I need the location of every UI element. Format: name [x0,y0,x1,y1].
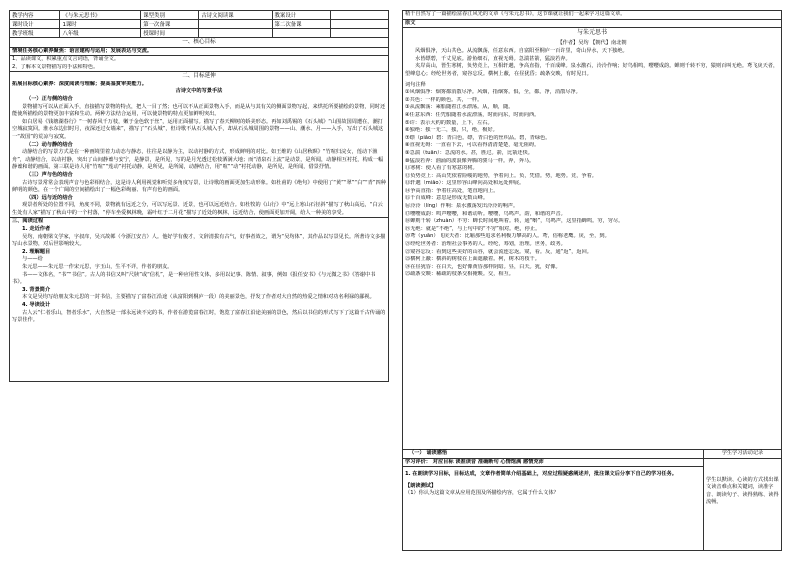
table-cell: 课时设计 [10,20,60,29]
subheading: （四）远与近的结合 [26,194,73,201]
side-text: 学生以默读、心读的方式找出课文读音难点和关键词，读准字音、朗读句子、读得熟练、读得流畅。 [706,476,779,506]
poem-title: 与朱元思书 [576,29,607,37]
note-item: ㉔在昼犹昏：在白天，也好像黄昏那样阴暗。昼，白天。犹，好像。 [405,263,561,270]
paragraph: 书——文体名，“书”“书信”。古人的书信又叫“尺牍”或“信札”，是一种应用性文体，多用以记事、陈情、叙事，例如《报任安书》《与元微之书》《答谢中书书》。 [12,271,376,286]
quiz-label: 【朗读测试】 [405,482,437,489]
table-cell [330,11,388,20]
table-cell: 1课时 [60,20,141,29]
table-cell [199,20,272,29]
core-goals-section [9,38,389,72]
left-page [9,10,389,551]
original-text-section [402,10,782,450]
goal-item: 2、了解本文景物描写的手法和特色。 [12,63,99,70]
note-item: ③从流飘荡：乘船随着江水漂荡。从，顺，随。 [405,104,514,111]
note-item: ④任意东西：任凭船随着水流漂荡，时而向东，时而向西。 [405,111,540,118]
table-cell: 古诗文阅读课 [199,11,272,20]
extension-focus-text: 深度阅读与理解；提高鉴赏审美能力。 [58,80,147,87]
note-item: ⑩猛浪若奔：汹涌的波浪像奔腾的骏马一样。奔，奔马。 [405,157,535,164]
note-item: ⑱蝉则千转（zhuàn）不穷：蝉长时间地叫着。转，通“啭”，鸟鸣声，这里指蝉鸣。穷，穷尽。 [405,218,624,225]
table-cell [330,29,388,38]
original-paragraph: 夹岸高山，皆生寒树，负势竞上，互相轩邈，争高直指，千百成峰。泉水激石，泠泠作响；好鸟相鸣，嘤嘤成韵。蝉则千转不穷，猿则百叫无绝。鸢飞戾天者，望峰息心；经纶世务者，窥谷忘反。横柯上蔽，在昼犹昏；疏条交映，有时见日。 [405,63,779,77]
subheading: 1. 走近作者 [22,226,51,233]
task-criteria-label: 学习评价 [405,458,426,465]
notes-label: 词句注释 [405,81,426,88]
note-item: ㉕疏条交映：稀疏的枝条交相掩映。交，相互。 [405,271,514,278]
task-section [402,450,782,551]
note-item: ⑮千百成峰：意思是形成无数山峰。 [405,195,489,202]
subheading: 4. 导读设计 [22,302,51,308]
task-criteria-row: 学习评价： 对应目标 读准读音 准确断句 心情饱满 感情充沛 [405,458,544,465]
table-cell: 第一次备课 [141,20,199,29]
goal-item: 1、品读课文，积累重点文言词语，背诵全文。 [12,56,120,63]
task-heading: （一） 诵读感悟 [409,450,448,456]
table-row [10,20,389,29]
paragraph: 观景者所处的位置不同，角度不同，景物就有远近之分，可以写远景、近景，也可以远近结合。如杜牧的《山行》中“远上寒山石径斜”描写了秋山高远，“白云生处有人家”描写了秋山中的一个村落，“停车坐爱枫林晚，霜叶红于二月花”描写了近处的枫林，远近结合，使画面更加开阔，给人一种美的享受。 [12,202,383,216]
note-item: ⑯泠泠（líng）作响：泉水激荡发出泠泠的响声。 [405,203,519,210]
note-item: ㉓横柯上蔽：横斜的树枝在上面遮蔽着。柯，树木的枝干。 [405,256,540,263]
intro-text: 精干自然写了一篇描绘富春江风光的文章《与朱元思书》，这节课就让我们一起来学习这篇文章。 [405,11,626,17]
original-label: 原文 [405,19,416,26]
paragraph: 朱元思——朱元思一作宋元思，字玉山，生平不详，作者的朋友。 [22,264,173,271]
note-item: ①风烟俱净：烟雾都消散尽净。风烟，指烟雾。俱，全，都。净，消散尽净。 [405,89,581,96]
paragraph: 吴均，南朝梁文学家，字叔庠，吴兴故鄣（今浙江安吉）人。他好学有俊才，文辞清拔有古气，好事者效之，谓为“吴均体”，其作品以写景见长。所著诗文多描写山水景物，对后世影响较大。 [12,233,386,248]
paragraph: 古人云“仁者乐山，智者乐水”，大自然是一部永远读不完的书，作者在游览富春江时，饱览了富春江沿途美丽的景色，然后以书信的形式写下了这篇千古传诵的写景佳作。 [12,309,386,324]
note-item: ⑦缥（piǎo）碧：青白色。缥，青白色的丝织品。碧，青绿色。 [405,134,551,141]
subheading: 2. 理解题目 [22,248,51,255]
original-paragraph: 水皆缥碧，千丈见底。游鱼细石，直视无碍。急湍甚箭，猛浪若奔。 [415,55,571,62]
lesson-info-table [9,10,389,38]
paragraph: 与——给 [22,256,43,263]
table-cell: 教学班级 [10,29,60,38]
table-cell [199,29,272,38]
note-item: ⑫负势竞上：高山凭依着险峻的地势，争着向上。负，凭借。势，地势。竞，争着。 [405,172,597,179]
table-cell: 第二次备课 [272,20,330,29]
reading-process-section [9,218,389,382]
subheading: （一）正与侧的结合 [26,95,73,102]
quiz-question: （1）你认为这篇文章从应用范围及所描绘内容，它属于什么文体？ [405,490,559,497]
note-item: ⑪寒树：使人看了有寒意的树。 [405,165,478,172]
extension-section [9,72,389,218]
note-item: ⑲无绝：就是“不绝”，与上句中的“不穷”相对。绝，停止。 [405,225,541,232]
table-cell [330,20,388,29]
subheading: （三）声与色的结合 [26,171,73,178]
table-row [10,11,389,20]
note-item: ⑧直视无碍：一直看下去，可以看得清清楚楚，毫无阻碍。 [405,142,540,149]
paragraph: 本文是吴均写给朋友朱元思的一封书信，主要描写了富春江沿途（从富阳到桐庐一段）的美丽景色，抒发了作者对大自然的热爱之情和对功名利禄的鄙视。 [22,294,375,301]
note-item: ⑤许：表示大约的数量，上下，左右。 [405,119,493,126]
table-cell: 教学内容 [10,11,60,20]
table-cell: 授课时间 [141,29,199,38]
note-item: ㉑经纶世务者：治理社会事务的人。经纶，筹划，治理。世务，政务。 [405,241,566,248]
task-criteria: 对应目标 读准读音 准确断句 心情饱满 感情充沛 [432,458,544,465]
paragraph: 如白居易《钱塘湖春行》“一树春风千万枝，嫩于金色软于丝”，运用正面描写。描写了春天柳树的娇美形态。再如刘禹锡的《石头城》“山围故国周遭在，潮打空城寂寞回。淮水东边旧时月，夜深还过女墙来”，描写了“石头城”，但诗歌不从石头城入手，却从石头城周围的景物——山、潮水、月——入手，写出了石头城这一“故国”的荒凉与寂寞。 [12,118,384,140]
extension-focus: 拓展目标核心素养：深度阅读与理解；提高鉴赏审美能力。 [12,80,147,87]
paragraph: 古诗写景常常会表现声音与色彩相结合，这是诗人利用视觉和听觉多角度写景，让诗歌的画面更加生动形象。如杜甫的《绝句》中使用了“黄”“翠”“白”“青”四种鲜明的颜色，在一个广阔的空间描绘出了一幅色彩绚丽、有声有色的画面。 [12,179,386,194]
original-paragraph: 风烟俱净，天山共色。从流飘荡，任意东西。自富阳至桐庐一百许里，奇山异水，天下独绝。 [415,48,628,55]
poem-author: 【作者】吴均 【朝代】南北朝 [557,40,627,47]
table-row [10,29,389,38]
table-cell [272,29,330,38]
table-cell: 《与朱元思书》 [60,11,141,20]
method-title: 古诗文中的写景手法 [175,88,223,95]
note-item: ㉒窥谷忘反：看到这些美好的山谷，就会流连忘返。窥，看。反，通“返”，返回。 [405,248,592,255]
note-item: ⑭争高直指：争着往高处，笔直地向上。 [405,187,499,194]
table-cell: 教案设计 [272,11,330,20]
paragraph: 景物描写可以从正面入手，直接描写景物的特点，把人一目了然；也可以不从正面景物入手，而是从与其有关的侧面景物写起，来烘托所要描绘的景物，同时还能使所描绘的景物更加丰富和生动。两种方法结合运用，可以使景物的特点更加鲜明突出。 [12,103,386,118]
note-item: ⑨急湍（tuān）：急流的水。甚，胜过。箭，比箭还快。 [405,149,533,156]
table-cell: 八年级 [60,29,141,38]
subheading: （二）动与静的结合 [26,141,73,148]
paragraph: 动静结合的写景方式是在一种画境里着力动态与静态，往往是以静为主，以动衬静的方式，形成鲜明的对比。如王维的《山居秋暝》“竹喧归浣女，莲动下渔舟”，动静结合，以动衬静，突出了山间静谧与安宁，是静景，是所见，写的是月光透过松枝洒满大地；而“清泉石上流”是动景，是所闻，动静相互衬托，构成一幅静谧和谐的画面。第三联是诗人用“竹喧”“莲动”衬托动静，是所见，是所闻，动静结合，用“喧”“动”衬托动静，是所见，是所闻，借景抒情。 [12,149,384,171]
note-item: ②共色：一样的颜色。共，一样。 [405,96,483,103]
side-title: 学生学习活动记录 [721,450,764,456]
section-title: 一、核心目标 [182,39,216,45]
core-focus-text: 语言建构与运用；发展表达与交流。 [69,47,153,54]
note-item: ⑥独绝：独一无二，独，只，绝，极好。 [405,127,498,134]
core-focus: 情境任务核心素养聚焦：语言建构与运用；发展表达与交流。 [12,47,153,54]
notes-list [405,89,779,279]
right-page [402,10,782,551]
section-title: 三、阅读过程 [12,218,44,225]
table-cell: 课型类别 [141,11,199,20]
note-item: ⑳鸢（yuān）飞戾天者：比喻那些追求名利极力攀高的人。鸢，俗称老鹰。戾，至，到。 [405,233,610,240]
note-item: ⑬轩邈（miǎo）：这里形容山峰向高处和远处伸展。 [405,180,525,187]
section-title: 二、目标延伸 [182,73,216,80]
subheading: 3. 背景简介 [22,286,51,293]
note-item: ⑰嘤嘤成韵：鸣声嘤嘤，和谐动听。嘤嘤，鸟鸣声。韵，和谐的声音。 [405,210,566,217]
task-question: 1. 在朗读学习目标，目标达成，文章作者简单介绍基础上，对应过程疑惑阐述并，批注课文后分享下自己的学习任务。 [405,471,677,478]
